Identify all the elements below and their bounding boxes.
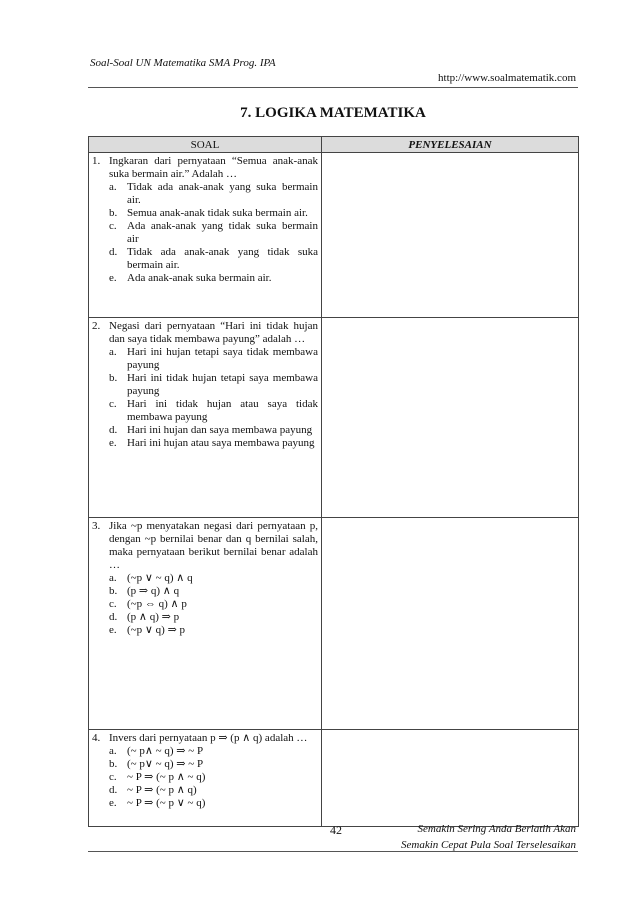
answer-option [109, 246, 318, 272]
option-label: e. [109, 797, 117, 809]
answer-option [109, 585, 318, 598]
question-table [88, 136, 579, 827]
header-divider [88, 87, 578, 88]
solution-cell [322, 153, 579, 318]
option-text: Hari ini tidak hujan atau saya tidak membawa payung [127, 398, 318, 423]
question-stem [92, 732, 318, 745]
question-text: Jika ~p menyatakan negasi dari pernyataan p, dengan ~p bernilai benar dan q bernilai salah, maka pernyataan berikut bernilai benar adalah … [109, 520, 318, 571]
question-number: 1. [92, 155, 101, 167]
footer-motto-line1: Semakin Sering Anda Berlatih Akan [417, 823, 576, 835]
solution-cell [322, 730, 579, 827]
option-text: Ada anak-anak suka bermain air. [127, 272, 272, 284]
answer-option [109, 220, 318, 246]
question-row [89, 730, 579, 827]
option-text: Hari ini hujan dan saya membawa payung [127, 424, 313, 436]
option-text: Ada anak-anak yang tidak suka bermain air [127, 220, 318, 245]
option-label: c. [109, 220, 117, 232]
option-label: c. [109, 598, 117, 610]
option-label: b. [109, 758, 118, 770]
question-row [89, 153, 579, 318]
option-label: b. [109, 585, 118, 597]
answer-option [109, 207, 318, 220]
header-url[interactable]: http://www.soalmatematik.com [438, 72, 576, 84]
page-number: 42 [330, 823, 342, 837]
column-header-soal: SOAL [89, 137, 322, 153]
question-cell [89, 518, 322, 730]
option-text: ~ P ⇒ (~ p ∧ q) [127, 784, 197, 796]
answer-option [109, 611, 318, 624]
answer-option [109, 372, 318, 398]
option-text: (~ p∨ ~ q) ⇒ ~ P [127, 758, 204, 770]
question-text: Ingkaran dari pernyataan “Semua anak-anak suka bermain air.” Adalah … [109, 155, 318, 180]
option-label: a. [109, 745, 117, 757]
answer-option [109, 272, 318, 285]
question-text: Negasi dari pernyataan “Hari ini tidak hujan dan saya tidak membawa payung” adalah … [109, 320, 318, 345]
option-text: Tidak ada anak-anak yang tidak suka bermain air. [127, 246, 318, 271]
option-label: c. [109, 398, 117, 410]
answer-option [109, 624, 318, 637]
option-text: Semua anak-anak tidak suka bermain air. [127, 207, 308, 219]
option-text: (~p ⇔ q) ∧ p [127, 598, 187, 610]
option-label: c. [109, 771, 117, 783]
answer-option [109, 424, 318, 437]
option-label: a. [109, 572, 117, 584]
question-number: 3. [92, 520, 101, 532]
answer-option [109, 346, 318, 372]
question-number: 2. [92, 320, 101, 332]
option-text: Hari ini hujan tetapi saya tidak membawa payung [127, 346, 318, 371]
answer-option [109, 572, 318, 585]
answer-option [109, 598, 318, 611]
option-text: ~ P ⇒ (~ p ∧ ~ q) [127, 771, 206, 783]
option-label: a. [109, 181, 117, 193]
solution-cell [322, 318, 579, 518]
option-label: d. [109, 424, 118, 436]
question-row [89, 318, 579, 518]
question-stem [92, 155, 318, 181]
question-number: 4. [92, 732, 101, 744]
option-text: (~p ∨ q) ⇒ p [127, 624, 186, 636]
option-text: ~ P ⇒ (~ p ∨ ~ q) [127, 797, 206, 809]
answer-option [109, 745, 318, 758]
answer-option [109, 437, 318, 450]
option-label: e. [109, 624, 117, 636]
option-label: d. [109, 246, 118, 258]
page-title: 7. LOGIKA MATEMATIKA [240, 105, 426, 121]
option-text: Tidak ada anak-anak yang suka bermain air. [127, 181, 318, 206]
option-label: e. [109, 272, 117, 284]
option-label: b. [109, 207, 118, 219]
option-label: a. [109, 346, 117, 358]
answer-option [109, 797, 318, 810]
column-header-penyelesaian: PENYELESAIAN [322, 137, 579, 153]
question-stem [92, 520, 318, 572]
option-text: (~ p∧ ~ q) ⇒ ~ P [127, 745, 204, 757]
question-cell [89, 730, 322, 827]
question-cell [89, 153, 322, 318]
option-text: (p ∧ q) ⇒ p [127, 611, 180, 623]
option-text: (~p ∨ ~ q) ∧ q [127, 572, 193, 584]
option-text: Hari ini hujan atau saya membawa payung [127, 437, 315, 449]
question-stem [92, 320, 318, 346]
option-text: Hari ini tidak hujan tetapi saya membawa payung [127, 372, 318, 397]
answer-option [109, 398, 318, 424]
answer-option [109, 771, 318, 784]
header-subject: Soal-Soal UN Matematika SMA Prog. IPA [90, 57, 276, 69]
answer-option [109, 784, 318, 797]
option-label: b. [109, 372, 118, 384]
answer-option [109, 758, 318, 771]
footer-motto-line2: Semakin Cepat Pula Soal Terselesaikan [401, 839, 576, 851]
question-row [89, 518, 579, 730]
option-label: d. [109, 784, 118, 796]
question-cell [89, 318, 322, 518]
option-text: (p ⇒ q) ∧ q [127, 585, 180, 597]
solution-cell [322, 518, 579, 730]
answer-option [109, 181, 318, 207]
option-label: d. [109, 611, 118, 623]
footer-divider [88, 851, 578, 852]
option-label: e. [109, 437, 117, 449]
question-text: Invers dari pernyataan p ⇒ (p ∧ q) adalah … [109, 732, 308, 744]
